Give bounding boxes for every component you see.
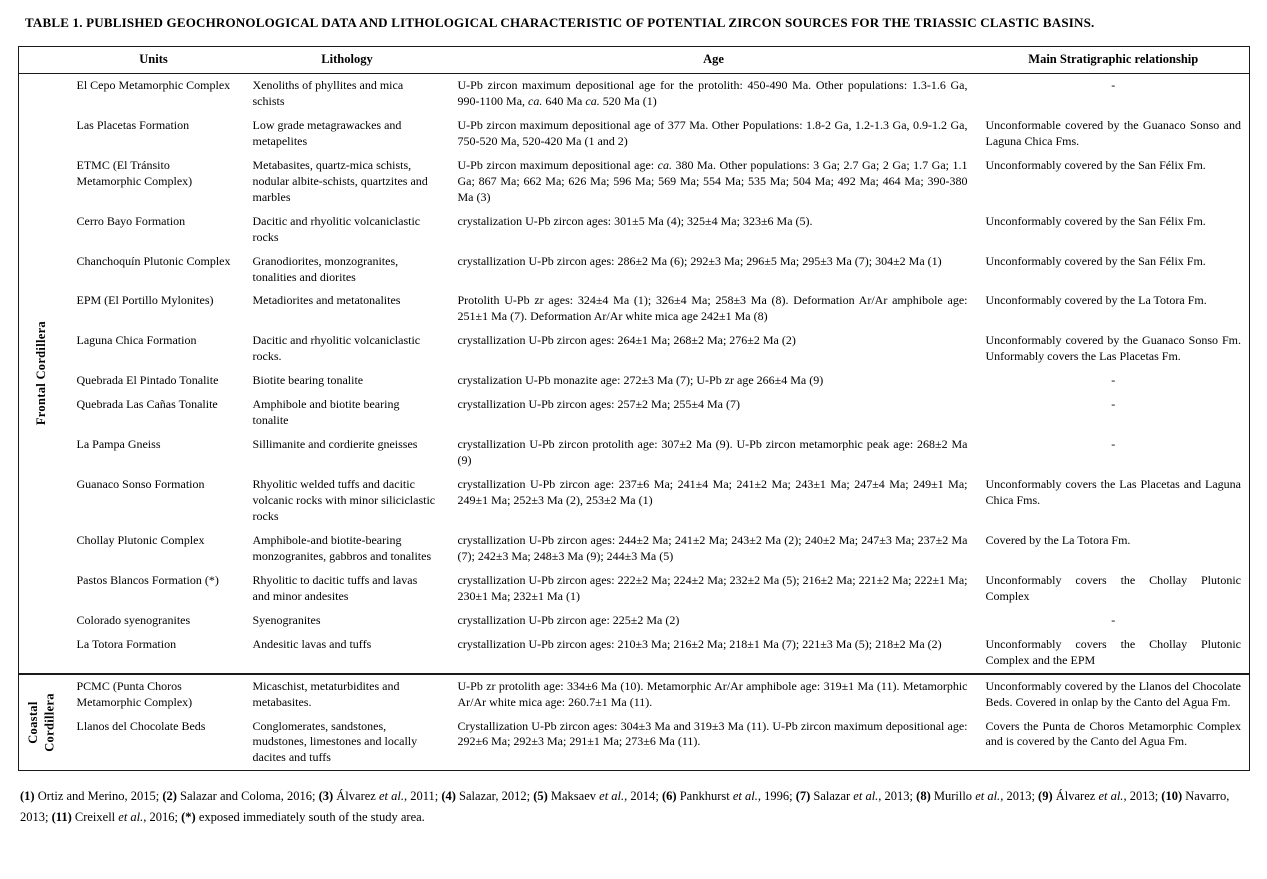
lithology-cell: Granodiorites, monzogranites, tonalities and diorites <box>252 253 399 284</box>
column-header-units: Units <box>63 47 245 74</box>
unit-cell: El Cepo Metamorphic Complex <box>76 78 231 92</box>
age-cell: crystallization U-Pb zircon ages: 257±2 Ma; 255±4 Ma (7) <box>457 397 740 412</box>
table-row <box>19 154 1250 210</box>
relationship-cell: Unconformably covered by the Guanaco Sonso Fm. Unformably covers the Las Placetas Fm. <box>985 333 1241 364</box>
unit-cell: Quebrada El Pintado Tonalite <box>76 373 219 388</box>
lithology-cell: Amphibole and biotite bearing tonalite <box>252 397 400 428</box>
table-row <box>19 289 1250 329</box>
lithology-cell: Micaschist, metaturbidites and metabasites. <box>245 674 450 715</box>
unit-cell: EPM (El Portillo Mylonites) <box>76 293 214 308</box>
unit-cell: Las Placetas Formation <box>76 117 190 132</box>
age-cell: U-Pb zircon maximum depositional age for the protolith: 450-490 Ma. Other populations: 1.3-1.6 Ga, 990-1100 Ma, ca. 640 Ma ca. 520 Ma (1) <box>457 78 968 108</box>
relationship-cell: Unconformably covered by the San Félix Fm. <box>985 213 1206 228</box>
table-title: TABLE 1. PUBLISHED GEOCHRONOLOGICAL DATA AND LITHOLOGICAL CHARACTERISTIC OF POTENTIAL ZIRCON SOURCES FOR THE TRIASSIC CLASTIC BASINS. <box>25 15 1095 30</box>
relationship-cell: Unconformably covered by the San Félix Fm. <box>985 253 1206 268</box>
relationship-cell: - <box>1111 397 1116 412</box>
lithology-cell: Rhyolitic welded tuffs and dacitic volcanic rocks with minor siliciclastic rocks <box>252 477 436 523</box>
geochronology-table <box>18 46 1250 771</box>
age-cell: crystalization U-Pb zircon ages: 301±5 Ma (4); 325±4 Ma; 323±6 Ma (5). <box>457 213 813 228</box>
lithology-cell: Metadiorites and metatonalites <box>252 293 401 308</box>
unit-cell: PCMC (Punta Choros Metamorphic Complex) <box>63 674 245 715</box>
age-cell: Protolith U-Pb zr ages: 324±4 Ma (1); 326±4 Ma; 258±3 Ma (8). Deformation Ar/Ar amphibole age: 251±1 Ma (7). Deformation Ar/Ar white mica age 242±1 Ma (8) <box>457 293 968 324</box>
group-label-text: Frontal Cordillera <box>33 321 48 426</box>
relationship-cell: Unconformably covered by the La Totora Fm. <box>985 293 1207 308</box>
group-label-cell <box>19 674 63 771</box>
table-row <box>19 210 1250 250</box>
table-row <box>19 250 1250 290</box>
age-cell: U-Pb zircon maximum depositional age: ca. 380 Ma. Other populations: 3 Ga; 2.7 Ga; 2 Ga; 1.7 Ga; 1.1 Ga; 867 Ma; 662 Ma; 626 Ma; 596 Ma; 569 Ma; 554 Ma; 535 Ma; 504 Ma; 492 Ma; 464 Ma; 390-380 Ma (3) <box>457 157 968 204</box>
table-row <box>19 393 1250 433</box>
footnote: (1) Ortiz and Merino, 2015; (2) Salazar and Coloma, 2016; (3) Álvarez et al., 2011; (4) Salazar, 2012; (5) Maksaev et al., 2014; (6) Pankhurst et al., 1996; (7) Salazar et al., 2013; (8) Murillo et al., 2013; (9) Álvarez et al., 2013; (10) Navarro, 2013; (11) Creixell et al., 2016; (*) exposed immediately south of the study area. <box>20 789 1230 824</box>
lithology-cell: Rhyolitic to dacitic tuffs and lavas and minor andesites <box>252 572 418 603</box>
age-cell: crystallization U-Pb zircon ages: 210±3 Ma; 216±2 Ma; 218±1 Ma (7); 221±3 Ma (5); 218±2 Ma (2) <box>457 636 942 651</box>
lithology-cell: Andesitic lavas and tuffs <box>252 636 372 651</box>
unit-cell: Chanchoquín Plutonic Complex <box>76 253 231 268</box>
table-row <box>19 114 1250 154</box>
group-label-wrap <box>19 678 63 768</box>
relationship-cell: Unconformable covered by the Guanaco Sonso and Laguna Chica Fms. <box>985 117 1241 148</box>
group-label-text: Coastal Cordillera <box>25 693 56 752</box>
lithology-cell: Low grade metagrawackes and metapelites <box>252 117 402 148</box>
relationship-cell: - <box>1111 612 1116 627</box>
age-cell: U-Pb zr protolith age: 334±6 Ma (10). Metamorphic Ar/Ar amphibole age: 319±1 Ma (11). Metamorphic Ar/Ar white mica age: 260.7±1 Ma (11). <box>450 674 978 715</box>
group-label-cell <box>19 74 63 674</box>
lithology-cell: Conglomerates, sandstones, mudstones, limestones and locally dacites and tuffs <box>252 718 418 765</box>
relationship-cell: Unconformably covers the Las Placetas and Laguna Chica Fms. <box>985 477 1241 508</box>
table-row <box>19 369 1250 393</box>
corner-cell <box>19 47 63 74</box>
age-cell: crystallization U-Pb zircon ages: 286±2 Ma (6); 292±3 Ma; 296±5 Ma; 295±3 Ma (7); 304±2 Ma (1) <box>457 253 942 268</box>
table-row <box>19 715 1250 771</box>
relationship-cell: Unconformably covers the Chollay Plutonic Complex <box>985 572 1241 603</box>
table-row <box>19 433 1250 473</box>
unit-cell: Quebrada Las Cañas Tonalite <box>76 397 218 412</box>
relationship-cell: Covered by the La Totora Fm. <box>985 532 1131 547</box>
lithology-cell: Sillimanite and cordierite gneisses <box>252 437 418 452</box>
table-row <box>19 609 1250 633</box>
unit-cell: La Totora Formation <box>76 636 177 651</box>
unit-cell: Chollay Plutonic Complex <box>76 532 205 547</box>
table-row <box>19 473 1250 529</box>
lithology-cell: Metabasites, quartz-mica schists, nodular albite-schists, quartzites and marbles <box>252 157 428 204</box>
age-cell: U-Pb zircon maximum depositional age of 377 Ma. Other Populations: 1.8-2 Ga, 1.2-1.3 Ga, 0.9-1.2 Ga, 750-520 Ma, 520-420 Ma (1 and 2) <box>457 117 968 148</box>
age-cell: crystallization U-Pb zircon ages: 264±1 Ma; 268±2 Ma; 276±2 Ma (2) <box>457 333 796 348</box>
table-row <box>19 74 1250 114</box>
table-header <box>19 47 1250 74</box>
table-row <box>19 633 1250 674</box>
lithology-cell: Biotite bearing tonalite <box>252 373 364 388</box>
column-header-age: Age <box>450 47 978 74</box>
relationship-cell: - <box>1111 437 1116 452</box>
unit-cell: Guanaco Sonso Formation <box>76 477 205 492</box>
unit-cell: Llanos del Chocolate Beds <box>76 718 206 733</box>
relationship-cell: Unconformably covers the Chollay Plutonic Complex and the EPM <box>985 636 1241 667</box>
lithology-cell: Xenoliths of phyllites and mica schists <box>252 78 404 108</box>
lithology-cell: Syenogranites <box>252 612 321 627</box>
relationship-cell: - <box>1111 373 1116 388</box>
table-row <box>19 529 1250 569</box>
age-cell: crystallization U-Pb zircon ages: 244±2 Ma; 241±2 Ma; 243±2 Ma (2); 240±2 Ma; 247±3 Ma; 237±2 Ma (7); 242±3 Ma; 248±3 Ma (9); 244±3 Ma (5) <box>457 532 968 563</box>
unit-cell: Pastos Blancos Formation (*) <box>76 572 219 587</box>
age-cell: Crystallization U-Pb zircon ages: 304±3 Ma and 319±3 Ma (11). U-Pb zircon maximum depositional age: 292±6 Ma; 292±3 Ma; 291±1 Ma; 273±6 Ma (11). <box>457 718 968 749</box>
lithology-cell: Dacitic and rhyolitic volcaniclastic rocks. <box>252 333 421 364</box>
relationship-cell: Unconformably covered by the San Félix Fm. <box>985 157 1206 172</box>
age-cell: crystallization U-Pb zircon protolith age: 307±2 Ma (9). U-Pb zircon metamorphic peak age: 268±2 Ma (9) <box>457 437 968 468</box>
lithology-cell: Amphibole-and biotite-bearing monzogranites, gabbros and tonalites <box>252 532 432 563</box>
age-cell: crystallization U-Pb zircon age: 225±2 Ma (2) <box>457 612 680 627</box>
group-label-wrap <box>19 77 63 670</box>
table-row <box>19 674 1250 715</box>
relationship-cell: Covers the Punta de Choros Metamorphic Complex and is covered by the Canto del Agua Fm. <box>985 718 1241 749</box>
unit-cell: La Pampa Gneiss <box>76 437 161 452</box>
unit-cell: Laguna Chica Formation <box>76 333 197 348</box>
header-row <box>19 47 1250 74</box>
column-header-lithology: Lithology <box>245 47 450 74</box>
lithology-cell: Dacitic and rhyolitic volcaniclastic rocks <box>252 213 421 244</box>
unit-cell: Cerro Bayo Formation <box>76 213 186 228</box>
table-row <box>19 569 1250 609</box>
table-row <box>19 329 1250 369</box>
relationship-cell: - <box>1111 78 1116 92</box>
age-cell: crystallization U-Pb zircon ages: 222±2 Ma; 224±2 Ma; 232±2 Ma (5); 216±2 Ma; 221±2 Ma; 222±1 Ma; 230±1 Ma; 232±1 Ma (1) <box>457 572 968 603</box>
unit-cell: ETMC (El Tránsito Metamorphic Complex) <box>76 157 193 188</box>
age-cell: crystalization U-Pb monazite age: 272±3 Ma (7); U-Pb zr age 266±4 Ma (9) <box>457 373 824 388</box>
age-cell: crystallization U-Pb zircon age: 237±6 Ma; 241±4 Ma; 241±2 Ma; 243±1 Ma; 247±4 Ma; 249±1 Ma; 249±1 Ma; 252±3 Ma (2), 253±2 Ma (1) <box>457 477 968 508</box>
table-body <box>19 74 1250 771</box>
column-header-relationship: Main Stratigraphic relationship <box>978 47 1250 74</box>
unit-cell: Colorado syenogranites <box>76 612 191 627</box>
relationship-cell: Unconformably covered by the Llanos del Chocolate Beds. Covered in onlap by the Canto del Agua Fm. <box>978 674 1250 715</box>
